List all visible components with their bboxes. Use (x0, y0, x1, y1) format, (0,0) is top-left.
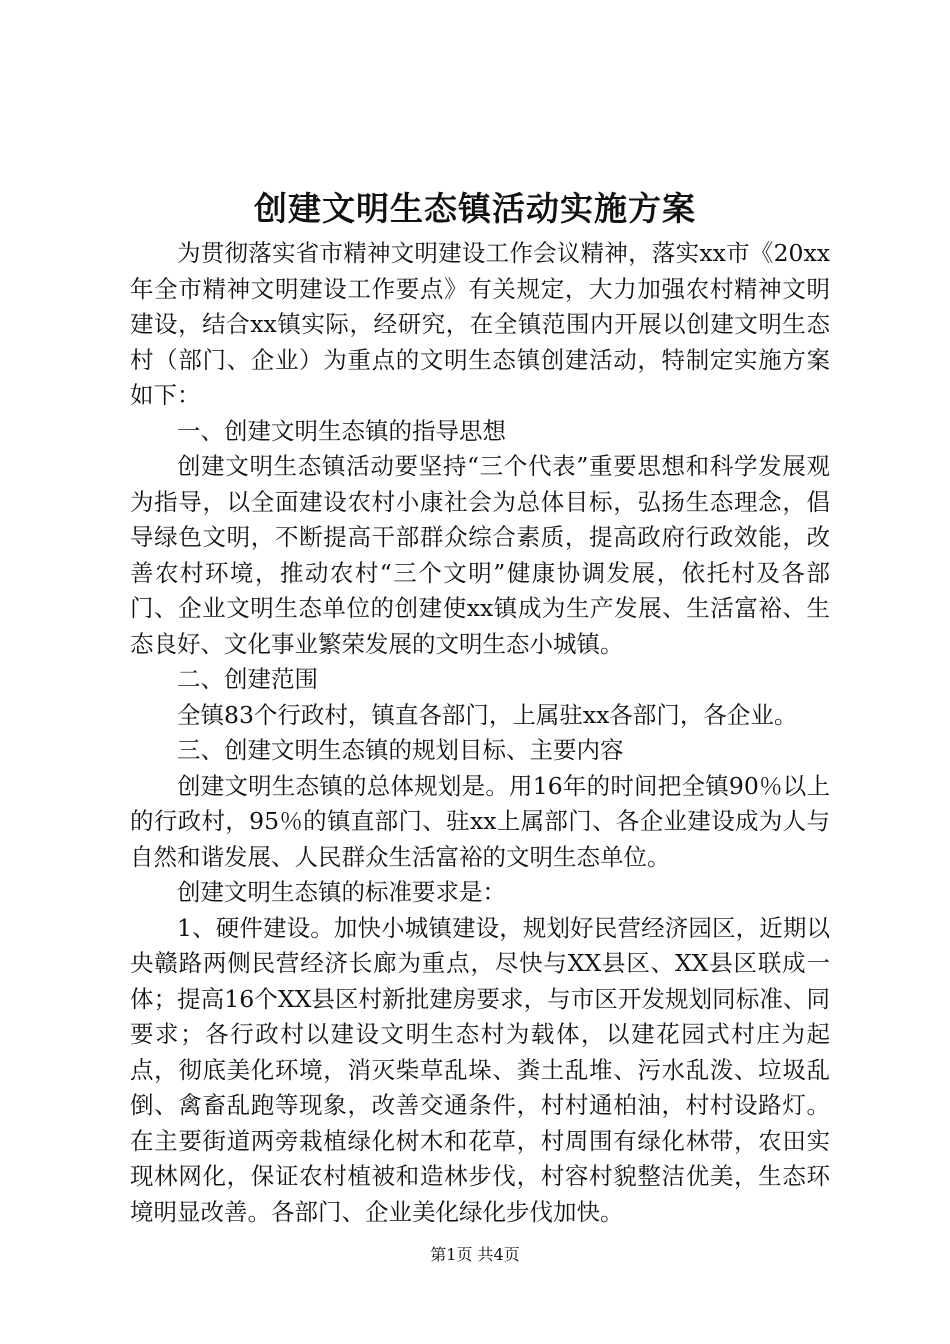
section-heading-guiding-ideology: 一、创建文明生态镇的指导思想 (177, 416, 506, 445)
document-title: 创建文明生态镇活动实施方案 (254, 189, 696, 228)
hardware-construction-paragraph: 1、硬件建设。加快小城镇建设，规划好民营经济园区，近期以央赣路两侧民营经济长廊为重点，尽快与XX县区、XX县区联成一体；提高16个XX县区村新批建房要求，与市区开发规划同标准、同要求；各行政村以建设文明生态村为载体，以建花园式村庄为起点，彻底美化环境，消灭柴草乱垛、粪土乱堆、污水乱泼、垃圾乱倒、禽畜乱跑等现象，改善交通条件，村村通柏油，村村设路灯。在主要街道两旁栽植绿化树木和花草，村周围有绿化林带，农田实现林网化，保证农村植被和造林步伐，村容村貌整洁优美，生态环境明显改善。各部门、企业美化绿化步伐加快。 (130, 913, 830, 1226)
intro-paragraph: 为贯彻落实省市精神文明建设工作会议精神，落实xx市《20xx年全市精神文明建设工作要点》有关规定，大力加强农村精神文明建设，结合xx镇实际，经研究，在全镇范围内开展以创建文明生态村（部门、企业）为重点的文明生态镇创建活动，特制定实施方案如下： (130, 239, 830, 409)
overall-plan-paragraph: 创建文明生态镇的总体规划是。用16年的时间把全镇90％以上的行政村，95％的镇直部门、驻xx上属部门、各企业建设成为人与自然和谐发展、人民群众生活富裕的文明生态单位。 (130, 771, 830, 871)
guiding-ideology-paragraph: 创建文明生态镇活动要坚持“三个代表”重要思想和科学发展观为指导，以全面建设农村小康社会为总体目标，弘扬生态理念，倡导绿色文明，不断提高干部群众综合素质，提高政府行政效能，改善农村环境，推动农村“三个文明”健康协调发展，依托村及各部门、企业文明生态单位的创建使xx镇成为生产发展、生活富裕、生态良好、文化事业繁荣发展的文明生态小城镇。 (130, 452, 830, 658)
document-body (130, 236, 830, 1230)
section-heading-goals: 三、创建文明生态镇的规划目标、主要内容 (177, 736, 624, 764)
section-heading-scope: 二、创建范围 (177, 665, 318, 693)
scope-paragraph: 全镇83个行政村，镇直各部门，上属驻xx各部门，各企业。 (177, 700, 798, 729)
standards-intro-paragraph: 创建文明生态镇的标准要求是： (177, 878, 506, 906)
page-number-footer: 第1页 共4页 (430, 1245, 520, 1264)
